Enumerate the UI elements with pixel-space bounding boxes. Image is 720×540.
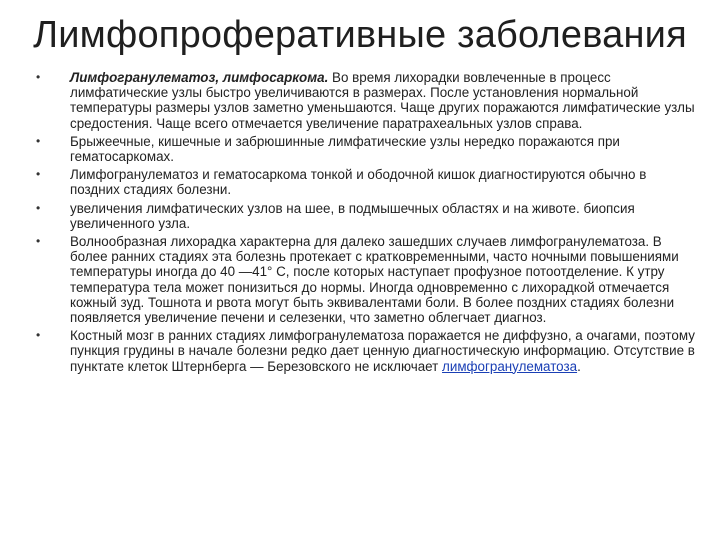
- bullet-dot-icon: •: [36, 200, 41, 215]
- bullet-text: Во время лихорадки вовлеченные в процесс лимфатические узлы быстро увеличиваются в размерах. После установления нормальной температуры размеры узлов заметно уменьшаются. Чаще других поражаются лимфатические узлы средостения. Чаще всего отмечается увеличение паратрахеальных узлов справа.: [70, 70, 695, 131]
- bullet-dot-icon: •: [36, 328, 41, 343]
- bullet-tail: .: [577, 358, 581, 374]
- bullet-dot-icon: •: [36, 133, 41, 148]
- bullet-item: [36, 134, 696, 164]
- bullet-item: [36, 234, 696, 325]
- bullet-dot-icon: •: [36, 234, 41, 249]
- bullet-item: [36, 70, 696, 131]
- bullet-dot-icon: •: [36, 70, 41, 84]
- bullet-item: [36, 328, 696, 374]
- bullet-text: Лимфогранулематоз и гематосаркома тонкой и ободочной кишок диагностируются обычно в поздних стадиях болезни.: [70, 167, 647, 198]
- bullet-dot-icon: •: [36, 167, 41, 182]
- lymphogranulomatosis-link[interactable]: лимфогранулематоза: [442, 358, 578, 374]
- bullet-text: Костный мозг в ранних стадиях лимфогранулематоза поражается не диффузно, а очагами, поэтому пункция грудины в начале болезни редко дает ценную диагностическую информацию. Отсутствие в пунктате клеток Штернберга — Березовского не исключает: [70, 328, 695, 374]
- slide-title: Лимфопроферативные заболевания: [33, 14, 687, 56]
- bullet-item: [36, 201, 696, 231]
- bullet-text: увеличения лимфатических узлов на шее, в подмышечных областях и на животе. биопсия увеличенного узла.: [70, 200, 635, 231]
- bullet-text: Волнообразная лихорадка характерна для далеко зашедших случаев лимфогранулематоза. В более ранних стадиях эта болезнь протекает с кратковременными, часто ночными повышениями температуры иногда до 40 —41° С, после которых наступает профузное потоотделение. К утру температура тела может понизиться до нормы. Иногда одновременно с лихорадкой отмечается кожный зуд. Тошнота и рвота могут быть эквивалентами боли. В более поздних стадиях болезни появляется увеличение печени и селезенки, что заметно облегчает диагноз.: [70, 234, 679, 326]
- bullet-list: [36, 70, 696, 377]
- bullet-lead: Лимфогранулематоз, лимфосаркома.: [70, 70, 329, 85]
- bullet-text: Брыжеечные, кишечные и забрюшинные лимфатические узлы нередко поражаются при гематосаркомах.: [70, 133, 620, 165]
- bullet-item: [36, 167, 696, 197]
